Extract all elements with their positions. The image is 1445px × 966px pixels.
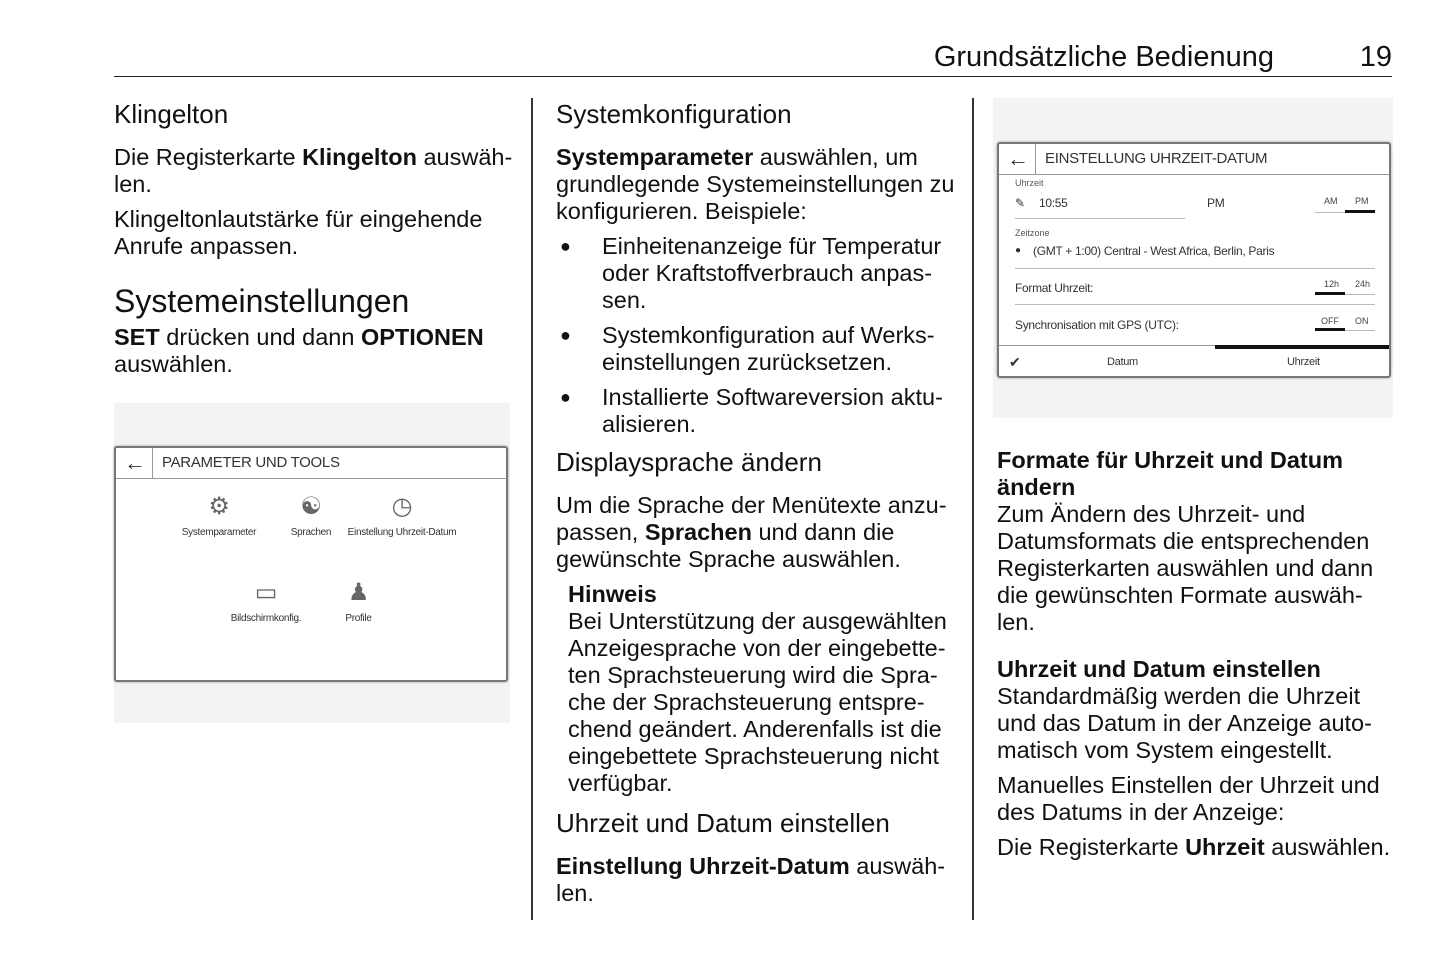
tile-sprachen[interactable]: [281, 492, 341, 538]
sysconf-heading: Systemkonfiguration: [556, 99, 792, 129]
toggle-on[interactable]: ON: [1355, 316, 1369, 326]
formats-heading: Formate für Uhrzeit und Datum ändern: [997, 447, 1343, 500]
toggle-12h[interactable]: 12h: [1324, 279, 1340, 289]
klingelton-heading: Klingelton: [114, 99, 229, 129]
klingelton-paragraph: [114, 144, 514, 198]
note-text: Bei Unterstützung der ausgewählten Anzeigesprache von der eingebette-ten Sprachsteuerung wird die Spra-che der Sprachsteuerung entspre-chend geändert. Anderenfalls ist die eingebettete Sprachsteuerung nicht verfügbar.: [568, 608, 947, 796]
note-title: Hinweis: [568, 581, 657, 607]
klingelton-volume-paragraph: Klingeltonlautstärke für eingehende Anrufe anpassen.: [114, 206, 483, 259]
screen-uhrzeit-datum: [997, 142, 1391, 378]
tile-label: Sprachen: [290, 527, 332, 538]
screenshot-parameter-tools: [114, 403, 510, 723]
tile-label: Einstellung Uhrzeit-Datum: [347, 527, 457, 538]
monitor-icon: ▭: [254, 579, 278, 606]
underline: [1015, 218, 1185, 219]
back-arrow-icon[interactable]: ←: [124, 450, 146, 475]
bold-term: SET: [114, 324, 160, 350]
text: und dann die gewünschte Sprache auswählen.: [556, 519, 901, 572]
time-value[interactable]: 10:55: [1039, 196, 1068, 210]
bold-term: Klingelton: [302, 144, 417, 170]
toggle-pm[interactable]: PM: [1355, 196, 1369, 206]
check-icon[interactable]: ✔: [1009, 354, 1021, 370]
tile-profile[interactable]: [331, 578, 386, 624]
screen-title: EINSTELLUNG UHRZEIT-DATUM: [1045, 150, 1268, 167]
bold-term: OPTIONEN: [360, 324, 484, 350]
tile-label: Profile: [345, 613, 372, 624]
column-left: [114, 98, 514, 386]
text: auswählen.: [114, 351, 233, 377]
text: Die Registerkarte: [114, 144, 303, 170]
bold-term: Uhrzeit: [1185, 834, 1265, 860]
pm-value[interactable]: PM: [1207, 196, 1225, 210]
globe-icon: ●: [1015, 245, 1021, 256]
divider: [1035, 144, 1036, 174]
selected-indicator: [1315, 292, 1345, 295]
list-item: ● Installierte Softwareversion aktu-alisieren.: [556, 384, 956, 438]
bold-term: Systemparameter: [556, 144, 754, 170]
column-divider: [531, 98, 533, 920]
column-right: [997, 447, 1395, 869]
text: Um die Sprache der Menütexte anzu-passen,: [556, 492, 947, 545]
list-item: ● Einheitenanzeige für Temperatur oder Kraftstoffverbrauch anpas-sen.: [556, 233, 956, 314]
tile-label: Bildschirmkonfig.: [230, 613, 302, 624]
zone-value[interactable]: (GMT + 1:00) Central - West Africa, Berlin, Paris: [1033, 244, 1275, 258]
page-header: [114, 38, 1392, 77]
back-arrow-icon[interactable]: ←: [1007, 146, 1029, 171]
column-divider: [972, 98, 974, 920]
sync-label: Synchronisation mit GPS (UTC):: [1015, 318, 1179, 332]
text: auswäh-len.: [556, 853, 946, 906]
speech-icon: ☯: [300, 493, 322, 520]
lang-paragraph: [556, 492, 956, 573]
uhrzeit-label: Uhrzeit: [1015, 178, 1044, 188]
note-box: [568, 581, 956, 797]
toggle-24h[interactable]: 24h: [1355, 279, 1371, 289]
screen-header: [116, 448, 506, 479]
underline: [1015, 268, 1375, 269]
text: auswählen.: [1264, 834, 1391, 860]
zeitzone-label: Zeitzone: [1015, 228, 1050, 238]
header-title: Grundsätzliche Bedienung: [933, 41, 1274, 73]
last-paragraph: [997, 834, 1395, 861]
text: auswählen, um grundlegende Systemeinstellungen zu konfigurieren. Beispiele:: [556, 144, 955, 224]
bullet-list: [556, 233, 956, 438]
person-icon: ♟: [347, 579, 370, 606]
tile-systemparameter[interactable]: [174, 492, 264, 538]
format-label: Format Uhrzeit:: [1015, 281, 1094, 295]
gears-icon: ⚙: [208, 493, 230, 520]
page-number: 19: [1359, 41, 1392, 73]
screen-parameter-tools: [114, 446, 508, 682]
bold-term: Sprachen: [644, 519, 752, 545]
set-heading: Uhrzeit und Datum einstellen: [997, 656, 1321, 682]
selected-indicator: [1315, 328, 1345, 331]
lang-heading: Displaysprache ändern: [556, 447, 822, 477]
column-middle: [556, 98, 956, 915]
screen-title: PARAMETER UND TOOLS: [162, 454, 340, 471]
tile-bildschirmkonfig[interactable]: [221, 578, 311, 624]
divider: [152, 448, 153, 478]
time-heading: Uhrzeit und Datum einstellen: [556, 808, 890, 838]
screenshot-uhrzeit-datum: [993, 98, 1393, 418]
section-heading: Systemeinstellungen: [114, 283, 410, 319]
sysconf-paragraph: [556, 144, 956, 225]
text: auswäh-len.: [114, 144, 513, 197]
set-paragraph: [114, 324, 514, 378]
text: Die Registerkarte: [997, 834, 1186, 860]
set-paragraph: Standardmäßig werden die Uhrzeit und das Datum in der Anzeige auto-matisch vom System eingestellt.: [997, 683, 1372, 763]
selected-indicator: [1345, 210, 1375, 213]
formats-paragraph: Zum Ändern des Uhrzeit- und Datumsformats die entsprechenden Registerkarten auswählen und dann die gewünschten Formate auswäh-len.: [997, 501, 1374, 635]
pencil-icon: ✎: [1015, 196, 1025, 210]
toggle-am[interactable]: AM: [1324, 196, 1338, 206]
row-divider: [1015, 304, 1375, 305]
tab-datum[interactable]: Datum: [1107, 356, 1138, 368]
toggle-off[interactable]: OFF: [1321, 316, 1339, 326]
tab-uhrzeit[interactable]: Uhrzeit: [1287, 356, 1320, 368]
text: drücken und dann: [159, 324, 361, 350]
tile-label: Systemparameter: [181, 527, 257, 538]
list-item: ● Systemkonfiguration auf Werks-einstellungen zurücksetzen.: [556, 322, 956, 376]
bold-term: Einstellung Uhrzeit-Datum: [556, 853, 850, 879]
time-paragraph: [556, 853, 956, 907]
manual-paragraph: Manuelles Einstellen der Uhrzeit und des Datums in der Anzeige:: [997, 772, 1380, 825]
tile-uhrzeit-datum[interactable]: [342, 492, 462, 538]
active-tab-indicator: [1215, 345, 1389, 349]
clock-calendar-icon: ◷: [391, 493, 413, 520]
screen-header: [999, 144, 1389, 175]
